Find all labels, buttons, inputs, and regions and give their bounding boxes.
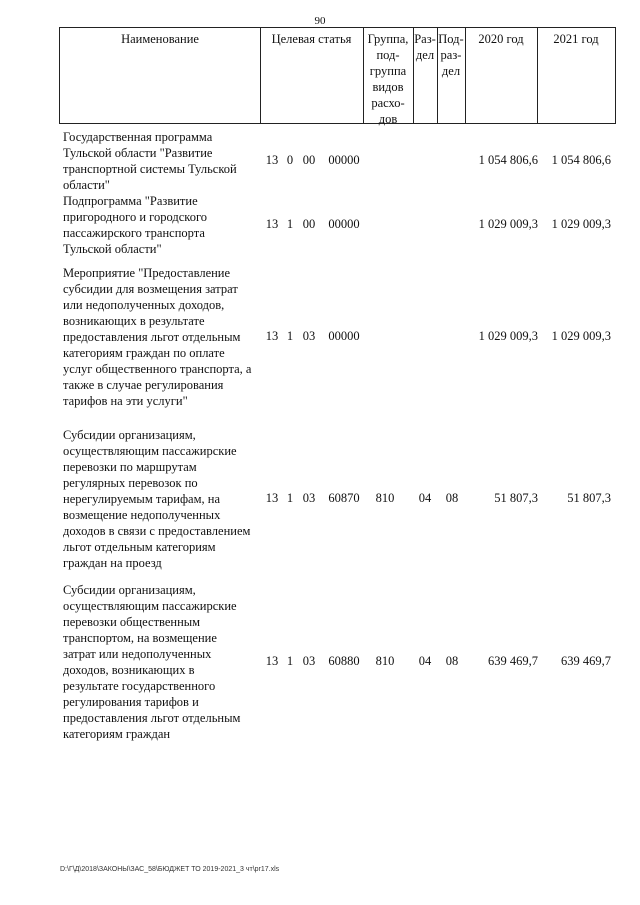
row-name-line: Мероприятие "Предоставление: [63, 266, 231, 280]
group-code: 810: [375, 491, 395, 505]
cell-value: 1: [286, 329, 294, 343]
row-name-line: тарифов на эти услуги": [63, 394, 188, 408]
cell-value: 1: [286, 217, 294, 231]
cell-value: 13: [265, 217, 279, 231]
value-2021: 51 807,3: [567, 491, 611, 505]
cell-value: 1: [286, 654, 294, 668]
row-name-line: регулярных перевозок по: [63, 476, 198, 490]
row-name-line: транспортом, на возмещение: [63, 631, 217, 645]
value-2020: 1 029 009,3: [478, 329, 538, 343]
row-name-line: Субсидии организациям,: [63, 583, 196, 597]
cell-value: 60880: [328, 654, 360, 668]
row-name-line: Государственная программа: [63, 130, 213, 144]
value-2020: 639 469,7: [488, 654, 538, 668]
row-name-line: осуществляющим пассажирские: [63, 599, 237, 613]
row-name-line: пригородного и городского: [63, 210, 208, 224]
row-name-line: возмещение недополученных: [63, 508, 221, 522]
cell-value: 00: [302, 153, 316, 167]
cell-value: 13: [265, 654, 279, 668]
group-code: 810: [375, 654, 395, 668]
cell-value: 0: [286, 153, 294, 167]
row-name: [63, 582, 263, 742]
row-name-line: доходов в связи с предоставлением: [63, 524, 251, 538]
row-name-line: льгот отдельным категориям: [63, 540, 216, 554]
header-2020: 2020 год: [478, 32, 524, 46]
cell-value: Группа,: [367, 32, 409, 46]
cell-value: 13: [265, 153, 279, 167]
row-name-line: категориям граждан по оплате: [63, 346, 225, 360]
row-name-line: перевозки по маршрутам: [63, 460, 197, 474]
value-2021: 639 469,7: [561, 654, 611, 668]
row-name-line: перевозки общественным: [63, 615, 201, 629]
row-name-line: регулирования тарифов и: [63, 695, 199, 709]
value-2021: 1 029 009,3: [551, 217, 611, 231]
subsection-code: 08: [445, 491, 459, 505]
cell-value: расхо-: [371, 96, 405, 110]
cell-value: видов: [372, 80, 404, 94]
cell-value: под-: [376, 48, 400, 62]
header-target-article: Целевая статья: [271, 32, 352, 46]
cell-value: 00000: [328, 329, 360, 343]
cell-value: дов: [378, 112, 398, 126]
row-name-line: возникающих в результате: [63, 314, 205, 328]
row-name: [63, 129, 263, 193]
cell-value: 03: [302, 491, 316, 505]
row-name-line: предоставления льгот отдельным: [63, 330, 241, 344]
row-name-line: транспортной системы Тульской: [63, 162, 237, 176]
value-2020: 51 807,3: [494, 491, 538, 505]
cell-value: 13: [265, 329, 279, 343]
page-number: 90: [314, 15, 326, 27]
cell-value: 00000: [328, 217, 360, 231]
cell-value: раз-: [440, 48, 462, 62]
value-2020: 1 054 806,6: [478, 153, 538, 167]
row-name-line: затрат или недополученных: [63, 647, 212, 661]
cell-value: 00000: [328, 153, 360, 167]
row-name-line: Подпрограмма "Развитие: [63, 194, 198, 208]
row-name-line: граждан на проезд: [63, 556, 162, 570]
row-name-line: области": [63, 178, 110, 192]
row-name: [63, 427, 263, 571]
row-name-line: нерегулируемым тарифам, на: [63, 492, 221, 506]
header-section: [413, 28, 437, 123]
cell-value: группа: [369, 64, 407, 78]
row-name-line: осуществляющим пассажирские: [63, 444, 237, 458]
section-code: 04: [418, 491, 432, 505]
cell-value: 1: [286, 491, 294, 505]
row-name-line: также в случае регулирования: [63, 378, 224, 392]
row-name-line: Субсидии организациям,: [63, 428, 196, 442]
row-name: [63, 193, 263, 257]
row-name-line: или недополученных доходов,: [63, 298, 225, 312]
value-2020: 1 029 009,3: [478, 217, 538, 231]
row-name-line: Тульской области": [63, 242, 162, 256]
cell-value: дел: [415, 48, 435, 62]
cell-value: Раз-: [414, 32, 436, 46]
row-name-line: пассажирского транспорта: [63, 226, 205, 240]
header-subsection: [437, 28, 465, 123]
subsection-code: 08: [445, 654, 459, 668]
cell-value: 00: [302, 217, 316, 231]
table-header: [59, 27, 616, 124]
cell-value: 03: [302, 654, 316, 668]
row-name-line: предоставления льгот отдельным: [63, 711, 241, 725]
cell-value: 60870: [328, 491, 360, 505]
row-name-line: Тульской области "Развитие: [63, 146, 213, 160]
value-2021: 1 029 009,3: [551, 329, 611, 343]
file-path-footer: D:\Г\Д\2018\ЗАКОНЫ\ЗАС_58\БЮДЖЕТ ТО 2019-2021_3 чт\pr17.xls: [60, 866, 280, 873]
header-2021: 2021 год: [553, 32, 599, 46]
cell-value: 03: [302, 329, 316, 343]
cell-value: Под-: [438, 32, 464, 46]
header-group: [363, 28, 413, 126]
row-name-line: доходов, возникающих в: [63, 663, 195, 677]
row-name-line: услуг общественного транспорта, а: [63, 362, 252, 376]
cell-value: 13: [265, 491, 279, 505]
row-name-line: категориям граждан: [63, 727, 171, 741]
row-name-line: результате государственного: [63, 679, 216, 693]
cell-value: дел: [441, 64, 461, 78]
row-name-line: субсидии для возмещения затрат: [63, 282, 238, 296]
header-name: Наименование: [121, 32, 199, 46]
section-code: 04: [418, 654, 432, 668]
value-2021: 1 054 806,6: [551, 153, 611, 167]
row-name: [63, 265, 263, 409]
